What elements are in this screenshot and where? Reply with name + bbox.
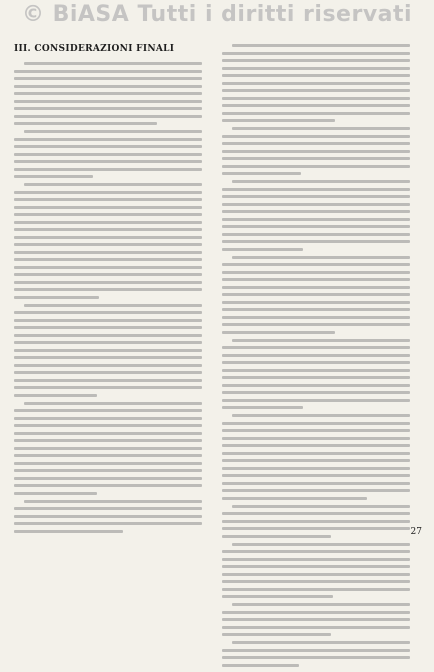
text-line: [14, 251, 202, 254]
text-paragraph: [222, 127, 410, 175]
text-line: [222, 59, 410, 62]
text-line: [14, 175, 93, 178]
text-line: [14, 447, 202, 450]
text-line: [222, 558, 410, 561]
text-line: [222, 89, 410, 92]
text-line: [14, 92, 202, 95]
text-line: [14, 379, 202, 382]
text-paragraph: [14, 304, 202, 397]
text-line: [222, 512, 410, 515]
text-line: [222, 248, 303, 251]
text-line: [14, 394, 97, 397]
text-line: [222, 611, 410, 614]
text-line: [24, 183, 202, 186]
text-line: [14, 477, 202, 480]
text-line: [14, 492, 97, 495]
text-line: [222, 293, 410, 296]
text-line: [222, 550, 410, 553]
text-line: [222, 203, 410, 206]
text-line: [222, 369, 410, 372]
text-line: [222, 233, 410, 236]
text-paragraph: [14, 402, 202, 495]
text-line: [232, 127, 410, 130]
text-line: [232, 339, 410, 342]
text-line: [222, 271, 410, 274]
text-line: [222, 188, 410, 191]
text-line: [222, 240, 410, 243]
text-line: [222, 218, 410, 221]
text-line: [222, 580, 410, 583]
text-line: [222, 626, 410, 629]
text-line: [14, 326, 202, 329]
text-line: [14, 236, 202, 239]
text-paragraph: [222, 44, 410, 122]
text-line: [14, 507, 202, 510]
text-line: [222, 376, 410, 379]
text-line: [14, 100, 202, 103]
text-line: [222, 354, 410, 357]
text-line: [222, 135, 410, 138]
watermark: © BiASA Tutti i diritti riservati: [21, 2, 413, 27]
text-line: [222, 618, 410, 621]
text-paragraph: [222, 603, 410, 636]
text-line: [232, 505, 410, 508]
text-line: [222, 459, 410, 462]
text-line: [222, 210, 410, 213]
text-line: [24, 402, 202, 405]
text-line: [222, 195, 410, 198]
text-line: [232, 603, 410, 606]
text-line: [222, 595, 333, 598]
text-line: [14, 115, 202, 118]
text-line: [222, 664, 299, 667]
text-paragraph: [222, 180, 410, 251]
text-line: [14, 258, 202, 261]
text-line: [14, 273, 202, 276]
text-line: [14, 432, 202, 435]
text-line: [222, 74, 410, 77]
text-line: [222, 444, 410, 447]
text-line: [232, 180, 410, 183]
text-line: [222, 323, 410, 326]
text-line: [232, 44, 410, 47]
text-paragraph: [222, 505, 410, 538]
text-line: [14, 371, 202, 374]
text-line: [222, 535, 331, 538]
text-line: [14, 424, 202, 427]
text-line: [14, 168, 202, 171]
text-line: [14, 409, 202, 412]
text-line: [222, 316, 410, 319]
text-line: [222, 467, 410, 470]
text-line: [14, 296, 99, 299]
text-paragraph: [14, 183, 202, 299]
text-line: [222, 165, 410, 168]
text-line: [222, 489, 410, 492]
text-line: [222, 429, 410, 432]
text-line: [222, 263, 410, 266]
text-line: [222, 482, 410, 485]
text-line: [14, 228, 202, 231]
text-line: [222, 437, 410, 440]
text-line: [222, 97, 410, 100]
text-line: [222, 527, 410, 530]
text-line: [222, 391, 410, 394]
text-paragraph: [222, 414, 410, 500]
text-line: [232, 641, 410, 644]
text-line: [222, 104, 410, 107]
text-paragraph: [14, 130, 202, 178]
text-line: [24, 62, 202, 65]
text-line: [14, 462, 202, 465]
page-number: 27: [410, 527, 422, 537]
text-line: [222, 633, 331, 636]
text-line: [14, 386, 202, 389]
text-line: [222, 588, 410, 591]
text-line: [14, 243, 202, 246]
right-column: [222, 44, 410, 672]
text-line: [14, 191, 202, 194]
text-paragraph: [222, 641, 410, 667]
text-line: [14, 206, 202, 209]
text-line: [14, 417, 202, 420]
text-line: [222, 649, 410, 652]
text-line: [14, 469, 202, 472]
text-line: [14, 364, 202, 367]
text-line: [14, 85, 202, 88]
text-line: [14, 530, 123, 533]
text-line: [222, 422, 410, 425]
text-line: [222, 82, 410, 85]
text-line: [14, 213, 202, 216]
text-line: [222, 656, 410, 659]
text-line: [222, 384, 410, 387]
text-line: [24, 130, 202, 133]
text-line: [222, 142, 410, 145]
text-line: [222, 157, 410, 160]
text-line: [14, 319, 202, 322]
text-line: [222, 150, 410, 153]
text-line: [14, 356, 202, 359]
text-line: [14, 439, 202, 442]
text-line: [222, 452, 410, 455]
text-line: [222, 361, 410, 364]
text-line: [232, 256, 410, 259]
text-line: [24, 304, 202, 307]
text-line: [222, 399, 410, 402]
text-line: [14, 70, 202, 73]
text-line: [222, 565, 410, 568]
left-column: [14, 62, 202, 538]
text-line: [14, 349, 202, 352]
text-line: [222, 119, 335, 122]
text-line: [222, 301, 410, 304]
text-line: [222, 573, 410, 576]
text-line: [14, 198, 202, 201]
text-line: [14, 281, 202, 284]
text-paragraph: [222, 339, 410, 410]
text-line: [222, 520, 410, 523]
text-line: [14, 522, 202, 525]
text-paragraph: [222, 543, 410, 599]
text-line: [14, 221, 202, 224]
text-line: [222, 52, 410, 55]
text-line: [24, 500, 202, 503]
text-line: [232, 414, 410, 417]
text-line: [222, 406, 303, 409]
text-line: [14, 515, 202, 518]
text-line: [222, 225, 410, 228]
text-line: [222, 112, 410, 115]
text-line: [222, 278, 410, 281]
text-line: [14, 334, 202, 337]
text-line: [14, 122, 157, 125]
text-line: [222, 331, 335, 334]
text-line: [222, 474, 410, 477]
text-line: [14, 153, 202, 156]
text-line: [14, 145, 202, 148]
text-line: [222, 308, 410, 311]
text-line: [14, 288, 202, 291]
text-line: [14, 77, 202, 80]
text-line: [14, 454, 202, 457]
text-line: [222, 346, 410, 349]
section-heading: III. CONSIDERAZIONI FINALI: [14, 44, 175, 54]
text-paragraph: [14, 500, 202, 533]
text-line: [14, 138, 202, 141]
text-line: [14, 341, 202, 344]
text-paragraph: [14, 62, 202, 125]
text-line: [14, 311, 202, 314]
text-line: [222, 172, 301, 175]
text-line: [222, 67, 410, 70]
text-line: [14, 266, 202, 269]
text-line: [14, 484, 202, 487]
text-paragraph: [222, 256, 410, 334]
text-line: [14, 107, 202, 110]
text-line: [222, 286, 410, 289]
text-line: [222, 497, 367, 500]
text-line: [14, 160, 202, 163]
